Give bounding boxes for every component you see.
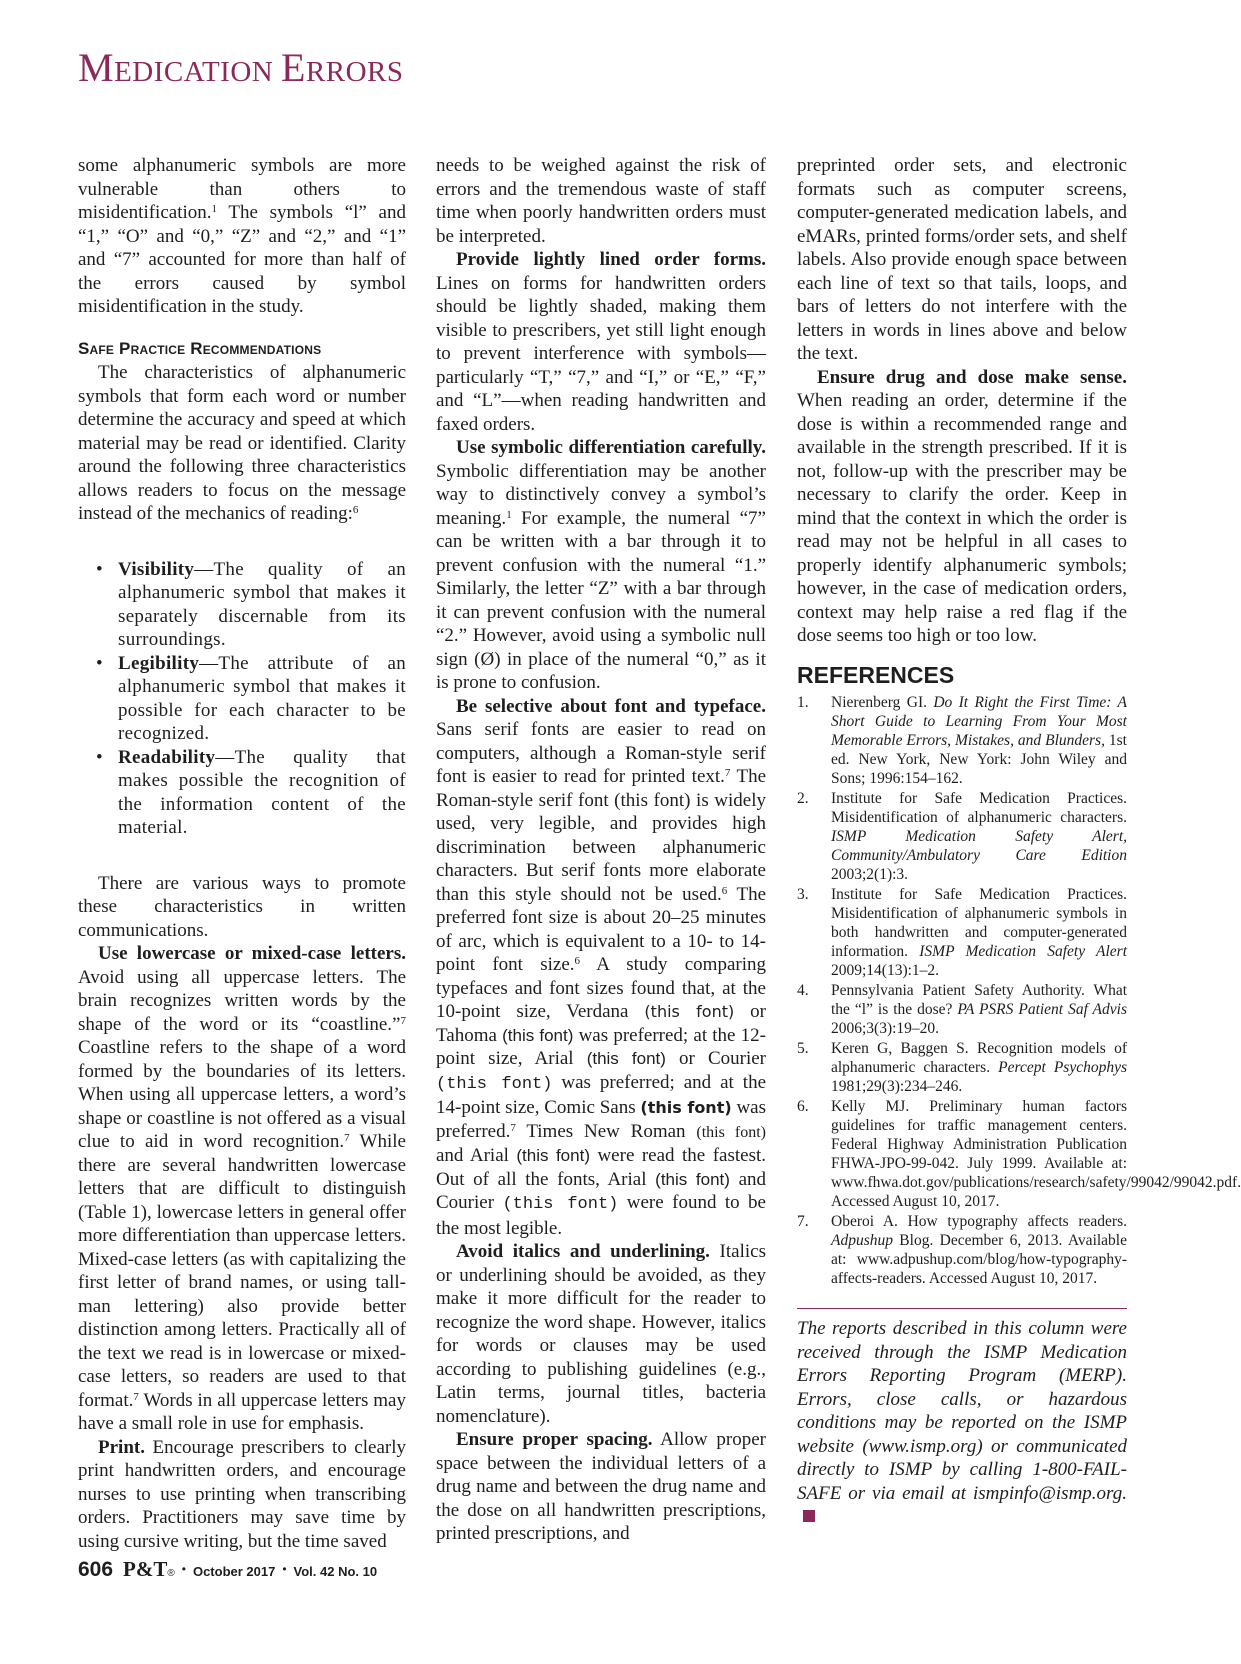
text: —The quality that makes possible the recognition of the information content of the material. — [118, 746, 406, 838]
page-footer — [78, 1557, 377, 1582]
run-in-heading: Avoid italics and underlining. — [456, 1241, 710, 1262]
volume-number: Vol. 42 No. 10 — [293, 1564, 378, 1579]
ref-text: 1981;29(3):234–246. — [831, 1078, 963, 1095]
citation: 6 — [352, 504, 359, 516]
ref-number: 4. — [797, 982, 809, 999]
paragraph-lowercase — [78, 942, 406, 1436]
text: Words in all uppercase letters may have a small role in use for emphasis. — [78, 1389, 406, 1434]
text: The symbols “l” and “1,” “O” and “0,” “Z” and “2,” and “1” and “7” accounted for more than half of the errors caused by symbol misidentification in the study. — [78, 202, 406, 317]
references-heading: REFERENCES — [797, 661, 955, 688]
text: When reading an order, determine if the dose is within a recommended range and available in the strength prescribed. If it is not, follow-up with the prescriber may be necessary to clarify the order. Keep in mind that the context in which the order is read may not be helpful in all cases to properly identify alphanumeric symbols; however, in the case of medication orders, context may help raise a red flag if the dose seems too high or too low. — [797, 390, 1127, 646]
ref-text: 2003;2(1):3. — [831, 866, 909, 883]
run-in-heading: Be selective about font and typeface. — [456, 695, 766, 717]
ref-title: Adpushup — [831, 1232, 893, 1249]
citation: 1 — [211, 203, 218, 215]
text: were found to be the most legible. — [436, 1192, 766, 1239]
ref-text: Institute for Safe Medication Practices. Misidentification of alphanumeric characters. — [831, 790, 1127, 826]
run-in-heading: Print. — [98, 1436, 145, 1458]
text: The Roman-style serif font (this font) is widely used, very legible, and provides high discrimination between alphanumeric characters. But serif fonts more elaborate than this style should not be used. — [436, 766, 766, 905]
separator: • — [282, 1562, 287, 1576]
run-in-heading: Use lowercase or mixed-case letters. — [98, 943, 406, 964]
ref-number: 2. — [797, 790, 809, 807]
term: Readability — [118, 746, 216, 768]
title-cap-m: M — [78, 45, 115, 90]
text: Encourage prescribers to clearly print handwritten orders, and encourage nurses to use printing when transcribing orders. Practitioners may save time by using cursive writing, but the time saved — [78, 1436, 406, 1552]
reference-item — [797, 885, 1127, 980]
ref-text: 1st ed. New York, New York: John Wiley and Sons; 1996:154–162. — [831, 732, 1127, 787]
citation: 7 — [400, 1014, 406, 1027]
ref-title: ISMP Medication Safety Alert — [919, 943, 1127, 960]
text: While there are several handwritten lowercase letters that are difficult to distinguish (Table 1), lowercase letters in general offer more differentiation than uppercase letters. Mixed-case letters (as with capitalizing the first letter of brand names, or using tall-man lettering) also provide better distinction among letters. Practically all of the text we read is in lowercase or mixed-case letters, so readers are used to that format. — [78, 1131, 406, 1411]
paragraph-spacing — [436, 1428, 766, 1546]
references-list — [797, 693, 1241, 1288]
courier-sample: (this font) — [436, 1074, 553, 1094]
merp-note — [797, 1317, 1127, 1529]
column-1 — [78, 154, 406, 1553]
list-item — [78, 652, 406, 746]
text: Coastline refers to the shape of a word formed by the boundaries of its letters. When using all uppercase letters, a word’s shape or coastline is not offered as a visual clue to aid in word recognition. — [78, 1037, 406, 1152]
comic-sans-sample: (this font) — [640, 1098, 732, 1117]
citation: 1 — [506, 508, 512, 521]
ref-text: Kelly MJ. Preliminary human factors guidelines for traffic management centers. Federal Highway Administration Publication FHWA-JPO-99-042. July 1999. Available at: www.fhwa.dot.gov/publications/research/safety/99042/99042.pdf. Accessed August 10, 2017. — [831, 1098, 1241, 1210]
times-sample: (this font) — [696, 1123, 766, 1141]
column-2 — [436, 154, 766, 1546]
title-rest-1: EDICATION — [114, 56, 281, 88]
ref-text: 2006;3(3):19–20. — [831, 1020, 940, 1037]
ref-text: Keren G, Baggen S. Recognition models of alphanumeric characters. — [831, 1040, 1127, 1076]
journal-name: P&T — [123, 1557, 168, 1581]
list-item — [78, 558, 406, 652]
paragraph-intro — [78, 154, 406, 319]
reference-item — [797, 1212, 1127, 1288]
reference-item — [797, 693, 1127, 788]
text: was preferred. — [436, 1097, 767, 1142]
text: The reports described in this column were received through the ISMP Medication Errors Reporting Program (MERP). Errors, close calls, or hazardous conditions may be reported on the ISMP website (www.ismp.org) or communicated directly to ISMP by calling 1-800-FAIL-SAFE or via email at ismpinfo@ismp.org. — [797, 1318, 1127, 1504]
paragraph-drug-dose — [797, 366, 1127, 648]
separator: • — [181, 1562, 186, 1576]
text: or Courier — [665, 1048, 766, 1069]
characteristics-list — [78, 558, 406, 840]
ref-text: Blog. December 6, 2013. Available at: www.adpushup.com/blog/how-typography-affects-readers. Accessed August 10, 2017. — [831, 1232, 1127, 1287]
paragraph-italics — [436, 1240, 766, 1428]
text: The characteristics of alphanumeric symbols that form each word or number determine the accuracy and speed at which material may be read or identified. Clarity around the following three characteristics allows readers to focus on the message instead of the mechanics of reading: — [78, 362, 406, 524]
end-mark-icon — [803, 1510, 815, 1522]
paragraph-ways: There are various ways to promote these characteristics in written communications. — [78, 872, 406, 941]
list-item — [78, 746, 406, 840]
text: For example, the numeral “7” can be written with a bar through it to prevent confusion with the numeral “1.” Similarly, the letter “Z” with a bar through it can prevent confusion with the numeral “2.” However, avoid using a symbolic null sign (Ø) in place of the numeral “0,” as it is prone to confusion. — [436, 507, 766, 693]
registered-mark: ® — [167, 1568, 175, 1579]
text: Lines on forms for handwritten orders should be lightly shaded, making them visible to prescribers, yet still light enough to prevent interference with symbols—particularly “T,” “7,” and “I,” or “E,” “F,” and “L”—when reading handwritten and faxed orders. — [436, 272, 766, 435]
paragraph-symbolic — [436, 436, 766, 695]
title-rest-2: RRORS — [305, 56, 404, 88]
run-in-heading: Provide lightly lined order forms. — [456, 249, 766, 270]
text: —The attribute of an alphanumeric symbol that makes it possible for each character to be recognized. — [118, 652, 406, 744]
reference-item — [797, 789, 1127, 884]
text: was preferred; and at the 14-point size, Comic Sans — [436, 1071, 767, 1118]
text: Avoid using all uppercase letters. The brain recognizes written words by the shape of the word or its “coastline.” — [78, 966, 406, 1035]
arial-sample: (this font) — [655, 1169, 730, 1189]
paragraph-font — [436, 695, 766, 1241]
text: and Courier — [436, 1168, 767, 1213]
text: Sans serif fonts are easier to read on computers, although a Roman-style serif font is easier to read for printed text. — [436, 719, 766, 787]
citation: 7 — [724, 767, 731, 779]
arial-sample: (this font) — [586, 1049, 666, 1068]
text: Allow proper space between the individual letters of a drug name and between the drug name and the dose on all handwritten prescriptions, printed prescriptions, and — [436, 1429, 766, 1544]
section-title — [78, 44, 404, 91]
term: Legibility — [118, 652, 200, 674]
reference-item — [797, 1097, 1241, 1211]
paragraph-print — [78, 1436, 406, 1554]
divider — [797, 1308, 1127, 1309]
reference-item — [797, 981, 1127, 1038]
verdana-sample: (this font) — [644, 1002, 735, 1021]
issue-date: October 2017 — [192, 1564, 276, 1579]
citation: 7 — [133, 1390, 139, 1403]
text: some alphanumeric symbols are more vulnerable than others to misidentification. — [78, 155, 406, 223]
paragraph-continued: needs to be weighed against the risk of errors and the tremendous waste of staff time when poorly handwritten orders must be interpreted. — [436, 155, 766, 247]
safe-practice-heading: Safe Practice Recommendations — [78, 338, 322, 358]
text: The preferred font size is about 20–25 minutes of arc, which is equivalent to a 10- to 14-point font size. — [436, 883, 767, 975]
ref-text: Institute for Safe Medication Practices. Misidentification of alphanumeric symbols in both handwritten and computer-generated information. — [831, 886, 1127, 960]
text: Times New Roman — [515, 1120, 697, 1142]
ref-title: Do It Right the First Time: A Short Guide to Learning From Your Most Memorable Errors, Mistakes, and Blunders, — [831, 694, 1127, 749]
ref-text: 2009;14(13):1–2. — [831, 962, 940, 979]
run-in-heading: Use symbolic differentiation carefully. — [456, 437, 766, 458]
ref-title: PA PSRS Patient Saf Advis — [957, 1001, 1127, 1018]
title-cap-e: E — [280, 45, 306, 90]
ref-number: 1. — [797, 694, 809, 711]
page-number: 606 — [78, 1558, 114, 1581]
ref-text: Oberoi A. How typography affects readers. — [831, 1213, 1127, 1230]
ref-text: Nierenberg GI. — [831, 694, 934, 711]
text: or Tahoma — [436, 1001, 767, 1046]
ref-number: 5. — [797, 1040, 809, 1057]
ref-number: 6. — [797, 1098, 809, 1115]
text: was preferred; at the 12-point size, Arial — [436, 1024, 766, 1069]
text: —The quality of an alphanumeric symbol that makes it separately discernable from its surroundings. — [118, 558, 406, 650]
paragraph-continued: preprinted order sets, and electronic formats such as computer screens, computer-generated medication labels, and eMARs, printed forms/order sets, and shelf labels. Also provide enough space between each line of text so that tails, loops, and bars of letters do not interfere with the letters in words in lines above and below the text. — [797, 155, 1127, 364]
ref-title: Percept Psychophys — [998, 1059, 1127, 1076]
ref-number: 3. — [797, 886, 809, 903]
citation: 7 — [344, 1132, 350, 1144]
column-3 — [797, 154, 1241, 1529]
text: Italics or underlining should be avoided, as they make it more difficult for the reader to recognize the word shape. However, italics for words or clauses may be used according to publishing guidelines (e.g., Latin terms, journal titles, bacteria nomenclature). — [436, 1241, 766, 1427]
ref-text: Pennsylvania Patient Safety Authority. What the “l” is the dose? — [831, 982, 1127, 1018]
paragraph-lined-forms — [436, 248, 766, 436]
text: Symbolic differentiation may be another way to distinctively convey a symbol’s meaning. — [436, 460, 766, 529]
citation: 7 — [510, 1121, 516, 1134]
courier-sample: (this font) — [502, 1195, 619, 1214]
ref-number: 7. — [797, 1213, 809, 1230]
arial-sample: (this font) — [516, 1146, 590, 1165]
run-in-heading: Ensure drug and dose make sense. — [817, 366, 1127, 388]
citation: 6 — [721, 884, 728, 897]
text: A study comparing typefaces and font sizes found that, at the 10-point size, Verdana — [436, 954, 766, 1022]
text: were read the fastest. Out of all the fonts, Arial — [436, 1145, 767, 1190]
paragraph-characteristics — [78, 361, 406, 526]
run-in-heading: Ensure proper spacing. — [456, 1429, 653, 1450]
ref-title: ISMP Medication Safety Alert, Community/Ambulatory Care Edition — [831, 828, 1127, 864]
tahoma-sample: (this font) — [502, 1025, 574, 1045]
term: Visibility — [118, 558, 195, 580]
citation: 6 — [574, 955, 581, 967]
text: and Arial — [436, 1145, 517, 1166]
reference-item — [797, 1039, 1127, 1096]
